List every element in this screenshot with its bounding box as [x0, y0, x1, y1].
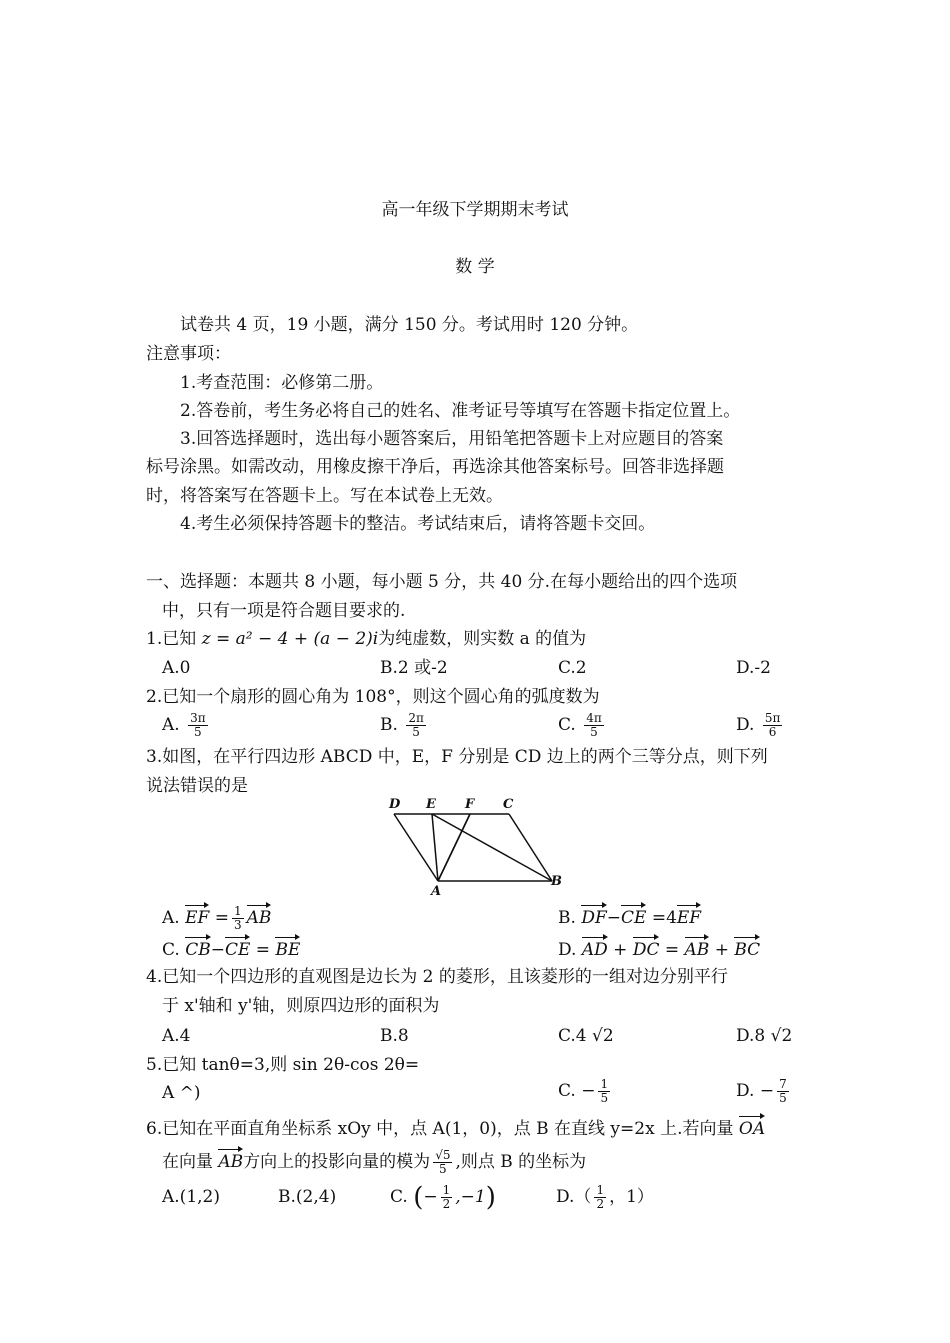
frac-num: √5 — [435, 1148, 451, 1162]
frac-den: 5 — [779, 1091, 787, 1105]
vector-cb: CB — [185, 936, 211, 961]
frac-num: 1 — [233, 904, 242, 918]
frac-den: 2 — [596, 1197, 605, 1211]
frac-num: 7 — [779, 1077, 787, 1091]
frac-den: 5 — [590, 725, 598, 739]
q1-option-d: D.-2 — [736, 658, 771, 678]
q4-option-a: A.4 — [162, 1026, 191, 1046]
q6-stem-text: ,则点 B 的坐标为 — [455, 1152, 587, 1172]
frac-den: 6 — [768, 725, 777, 739]
q5-option-a: A ^) — [162, 1083, 201, 1103]
left-paren: ( — [413, 1182, 424, 1213]
question-5-stem: 5.已知 tanθ=3,则 sin 2θ-cos 2θ= — [146, 1055, 420, 1075]
equals-sign: = — [214, 908, 229, 928]
notice-item: 3.回答选择题时，选出每小题答案后，用铅笔把答题卡上对应题目的答案 — [180, 429, 724, 449]
q2-option-c — [558, 712, 607, 739]
frac-num: 3π — [190, 711, 206, 725]
q4-option-c: C.4 √2 — [558, 1026, 614, 1046]
q4-option-b: B.8 — [380, 1026, 409, 1046]
frac-den: 5 — [412, 725, 420, 739]
equals-sign: =4 — [651, 908, 677, 928]
q2-option-label: A. — [162, 715, 180, 735]
q1-option-b: B.2 或-2 — [380, 658, 448, 678]
vector-bc: BC — [734, 936, 760, 961]
frac-num: 4π — [586, 711, 602, 725]
question-4-stem: 4.已知一个四边形的直观图是边长为 2 的菱形，且该菱形的一组对边分别平行 — [146, 967, 728, 987]
q6-stem-text: 方向上的投影向量的模为 — [243, 1152, 431, 1172]
frac-num: 1 — [442, 1183, 451, 1197]
notice-item: 4.考生必须保持答题卡的整洁。考试结束后，请将答题卡交回。 — [180, 514, 656, 534]
q6-option-d — [556, 1184, 654, 1211]
question-6-stem-cont — [162, 1148, 586, 1176]
q4-option-d: D.8 √2 — [736, 1026, 793, 1046]
notice-item: 2.答卷前，考生务必将自己的姓名、准考证号等填写在答题卡指定位置上。 — [180, 401, 741, 421]
frac-num: 1 — [596, 1183, 605, 1197]
vector-ab: AB — [685, 936, 710, 961]
q5-option-label: C. — [558, 1081, 576, 1101]
label-a: A — [431, 884, 442, 896]
q1-option-a: A.0 — [162, 658, 191, 678]
q5-option-d — [736, 1078, 792, 1105]
q1-prefix: 1.已知 — [146, 629, 197, 649]
vector-ce: CE — [621, 904, 646, 929]
question-4-stem-cont: 于 x'轴和 y'轴，则原四边形的面积为 — [162, 996, 440, 1016]
equals-sign: = — [664, 940, 680, 960]
frac-den: 5 — [600, 1091, 609, 1105]
q2-fraction — [763, 712, 783, 739]
equals-sign: = — [255, 940, 271, 960]
q3-option-label: C. — [162, 940, 180, 960]
vector-ad: AD — [582, 936, 608, 961]
exam-intro: 试卷共 4 页，19 小题，满分 150 分。考试用时 120 分钟。 — [180, 315, 639, 335]
q6-option-a: A.(1,2) — [162, 1187, 220, 1207]
q3-option-c — [162, 936, 300, 961]
q2-fraction — [406, 712, 426, 739]
q3-option-label: A. — [162, 908, 180, 928]
q2-option-label: C. — [558, 715, 576, 735]
frac-num: 2π — [408, 711, 424, 725]
section-heading-cont: 中，只有一项是符合题目要求的. — [162, 601, 406, 621]
minus-sign: − — [581, 1081, 596, 1101]
vector-be: BE — [275, 936, 300, 961]
q3-option-b — [558, 904, 701, 929]
q5-option-c — [558, 1078, 613, 1105]
frac-den: 5 — [194, 725, 202, 739]
q1-expression: z = a² − 4 + (a − 2)i — [201, 629, 379, 649]
q5-option-label: D. — [736, 1081, 755, 1101]
q3-option-d — [558, 936, 760, 961]
q6-fraction — [441, 1184, 453, 1211]
minus-sign: − — [759, 1081, 775, 1101]
subject-title: 数 学 — [455, 257, 495, 277]
q6-stem-text: 6.已知在平面直角坐标系 xOy 中，点 A(1，0)，点 B 在直线 y=2x 上.若向量 — [146, 1119, 734, 1139]
exam-title: 高一年级下学期期末考试 — [381, 200, 569, 220]
notice-heading: 注意事项： — [146, 344, 231, 364]
question-3-stem-cont: 说法错误的是 — [146, 776, 248, 796]
vector-oa: OA — [739, 1115, 765, 1140]
q3-option-label: B. — [558, 908, 576, 928]
vector-ab: AB — [247, 904, 272, 929]
q6-stem-text: 在向量 — [162, 1152, 213, 1172]
question-3-stem: 3.如图，在平行四边形 ABCD 中，E，F 分别是 CD 边上的两个三等分点，则下列 — [146, 747, 768, 767]
frac-num: 1 — [600, 1077, 609, 1091]
q2-option-a — [162, 712, 211, 739]
q2-option-label: D. — [736, 715, 755, 735]
label-d: D — [389, 797, 401, 812]
q6-fraction — [433, 1149, 452, 1176]
question-1-stem — [146, 628, 586, 650]
q6-option-label: C. — [390, 1187, 408, 1207]
vector-ef: EF — [677, 904, 701, 929]
vector-ab: AB — [218, 1148, 243, 1173]
question-6-stem — [146, 1115, 765, 1140]
q6-option-b: B.(2,4) — [278, 1187, 337, 1207]
q6-option-d-rest: ，1） — [609, 1187, 654, 1207]
q3-option-label: D. — [558, 940, 577, 960]
label-b: B — [551, 874, 562, 889]
parallelogram-figure — [380, 796, 580, 896]
q6-option-c — [390, 1184, 496, 1211]
q3-option-a — [162, 904, 271, 932]
q2-option-b — [380, 712, 429, 739]
operator: + — [613, 940, 628, 960]
q6-fraction — [594, 1184, 606, 1211]
label-c: C — [503, 797, 514, 812]
frac-den: 5 — [439, 1162, 447, 1176]
q2-option-d — [736, 712, 785, 739]
q2-option-label: B. — [380, 715, 398, 735]
notice-item: 时，将答案写在答题卡上。写在本试卷上无效。 — [146, 486, 503, 506]
operator: − — [210, 940, 225, 960]
operator: − — [606, 908, 621, 928]
fraction-one-third — [232, 905, 244, 932]
frac-num: 5π — [764, 711, 781, 725]
vector-dc: DC — [633, 936, 660, 961]
notice-item: 标号涂黑。如需改动，用橡皮擦干净后，再选涂其他答案标号。回答非选择题 — [146, 457, 724, 477]
q6-option-label: D.（ — [556, 1187, 592, 1207]
q1-option-c: C.2 — [558, 658, 587, 678]
label-f: F — [465, 797, 475, 812]
label-e: E — [426, 797, 436, 812]
vector-df: DF — [581, 904, 606, 929]
q2-fraction — [188, 712, 208, 739]
vector-ef: EF — [185, 904, 209, 929]
frac-den: 3 — [233, 918, 242, 932]
q2-fraction — [584, 712, 604, 739]
right-paren: ) — [485, 1182, 496, 1213]
q5-fraction — [777, 1078, 789, 1105]
minus-sign: − — [423, 1187, 438, 1207]
vector-ce: CE — [225, 936, 250, 961]
q1-suffix: 为纯虚数，则实数 a 的值为 — [378, 629, 587, 649]
section-heading: 一、选择题：本题共 8 小题，每小题 5 分，共 40 分.在每小题给出的四个选项 — [146, 572, 738, 592]
frac-den: 2 — [442, 1197, 451, 1211]
q5-fraction — [598, 1078, 610, 1105]
notice-item: 1.考查范围：必修第二册。 — [180, 373, 384, 393]
q6-option-c-rest: ,−1 — [455, 1187, 486, 1207]
question-2-stem: 2.已知一个扇形的圆心角为 108°，则这个圆心角的弧度数为 — [146, 687, 600, 707]
operator: + — [714, 940, 729, 960]
